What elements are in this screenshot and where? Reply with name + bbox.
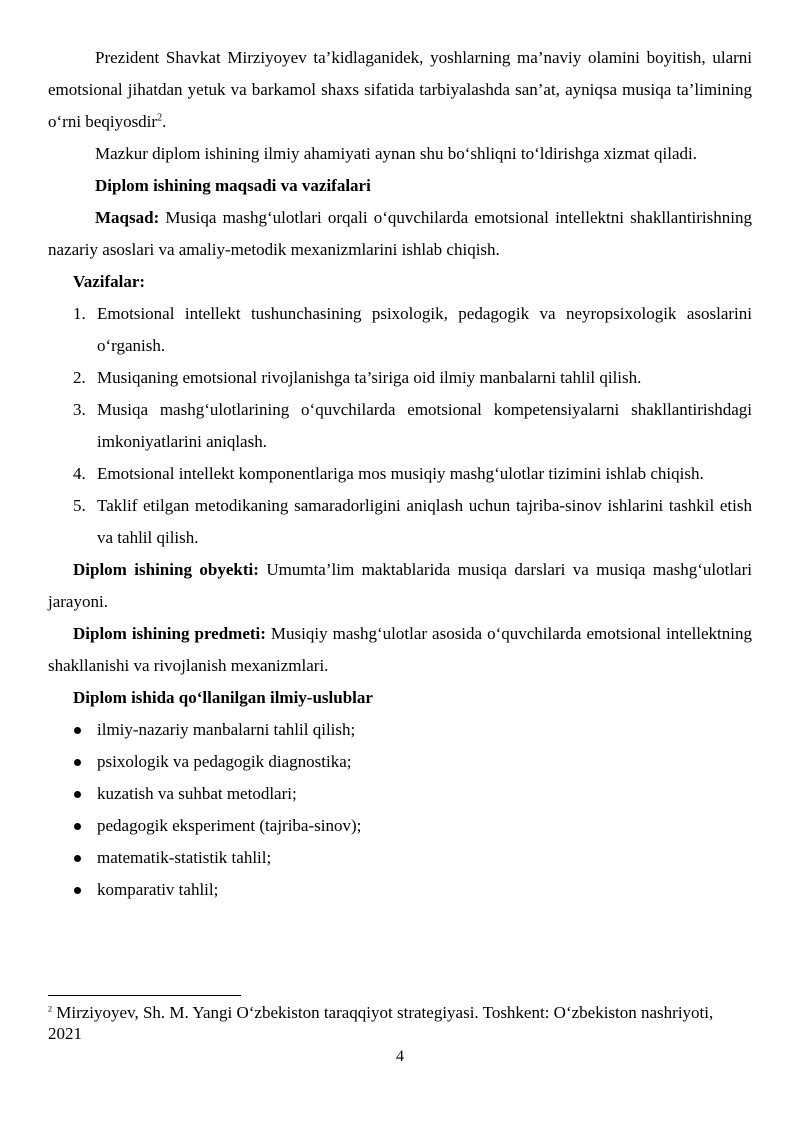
tasks-list [48,298,752,554]
bullet-icon [74,855,81,862]
method-item [48,778,752,810]
task-number: 1. [73,304,86,323]
intro-paragraph-1-end: . [162,112,167,131]
method-text: pedagogik eksperiment (tajriba-sinov); [97,816,362,835]
bullet-icon [74,727,81,734]
subject-paragraph [48,618,752,682]
bullet-icon [74,759,81,766]
object-paragraph [48,554,752,618]
method-item [48,714,752,746]
bullet-icon [74,791,81,798]
task-item [48,394,752,458]
footnote-reference[interactable]: 2 [157,112,163,124]
task-item [48,458,752,490]
method-item [48,874,752,906]
method-item [48,746,752,778]
method-text: psixologik va pedagogik diagnostika; [97,752,352,771]
method-text: matematik-statistik tahlil; [97,848,272,867]
task-item [48,490,752,554]
tasks-label: Vazifalar: [73,272,146,291]
task-number: 2. [73,368,86,387]
footnote [48,1002,728,1044]
intro-paragraph-1 [48,42,752,138]
method-text: komparativ tahlil; [97,880,219,899]
bullet-icon [74,887,81,894]
task-text: Musiqaning emotsional rivojlanishga ta’siriga oid ilmiy manbalarni tahlil qilish. [97,368,642,387]
footnote-mark: 2 [48,1004,52,1014]
task-item [48,362,752,394]
page-number: 4 [396,1048,404,1065]
method-text: ilmiy-nazariy manbalarni tahlil qilish; [97,720,356,739]
method-item [48,842,752,874]
task-number: 4. [73,464,86,483]
methods-list [48,714,752,906]
goals-heading: Diplom ishining maqsadi va vazifalari [95,176,371,195]
task-number: 3. [73,400,86,419]
method-text: kuzatish va suhbat metodlari; [97,784,297,803]
task-text: Emotsional intellekt tushunchasining psixologik, pedagogik va neyropsixologik asoslarini o‘rganish. [97,304,752,355]
bullet-icon [74,823,81,830]
object-text: Umumta’lim maktablarida musiqa darslari va musiqa mashg‘ulotlari jarayoni. [48,560,752,611]
footnote-separator [48,995,241,996]
subject-text: Musiqiy mashg‘ulotlar asosida o‘quvchilarda emotsional intellektning shakllanishi va rivojlanish mexanizmlari. [48,624,753,675]
intro-paragraph-1-text: Prezident Shavkat Mirziyoyev ta’kidlaganidek, yoshlarning ma’naviy olamini boyitish, ularni emotsional jihatdan yetuk va barkamol shaxs sifatida tarbiyalashda san’at, ayniqsa musiqa ta’limining o‘rni beqiyosdir [48,48,752,131]
task-text: Emotsional intellekt komponentlariga mos musiqiy mashg‘ulotlar tizimini ishlab chiqish. [97,464,704,483]
task-item [48,298,752,362]
footnote-text: Mirziyoyev, Sh. M. Yangi O‘zbekiston taraqqiyot strategiyasi. Toshkent: O‘zbekiston nashriyoti, 2021 [48,1003,714,1043]
intro-paragraph-2: Mazkur diplom ishining ilmiy ahamiyati aynan shu bo‘shliqni to‘ldirishga xizmat qiladi. [95,144,697,163]
document-page [48,42,752,906]
methods-heading: Diplom ishida qo‘llanilgan ilmiy-uslublar [73,688,373,707]
object-label: Diplom ishining obyekti: [73,560,259,579]
subject-label: Diplom ishining predmeti: [73,624,266,643]
goal-label: Maqsad: [95,208,160,227]
goal-text: Musiqa mashg‘ulotlari orqali o‘quvchilarda emotsional intellektni shakllantirishning nazariy asoslari va amaliy-metodik mexanizmlarini ishlab chiqish. [48,208,752,259]
method-item [48,810,752,842]
goal-paragraph [48,202,752,266]
task-text: Musiqa mashg‘ulotlarining o‘quvchilarda emotsional kompetensiyalarni shakllantirishdagi imkoniyatlarini aniqlash. [97,400,752,451]
task-number: 5. [73,496,86,515]
task-text: Taklif etilgan metodikaning samaradorligini aniqlash uchun tajriba-sinov ishlarini tashkil etish va tahlil qilish. [97,496,752,547]
